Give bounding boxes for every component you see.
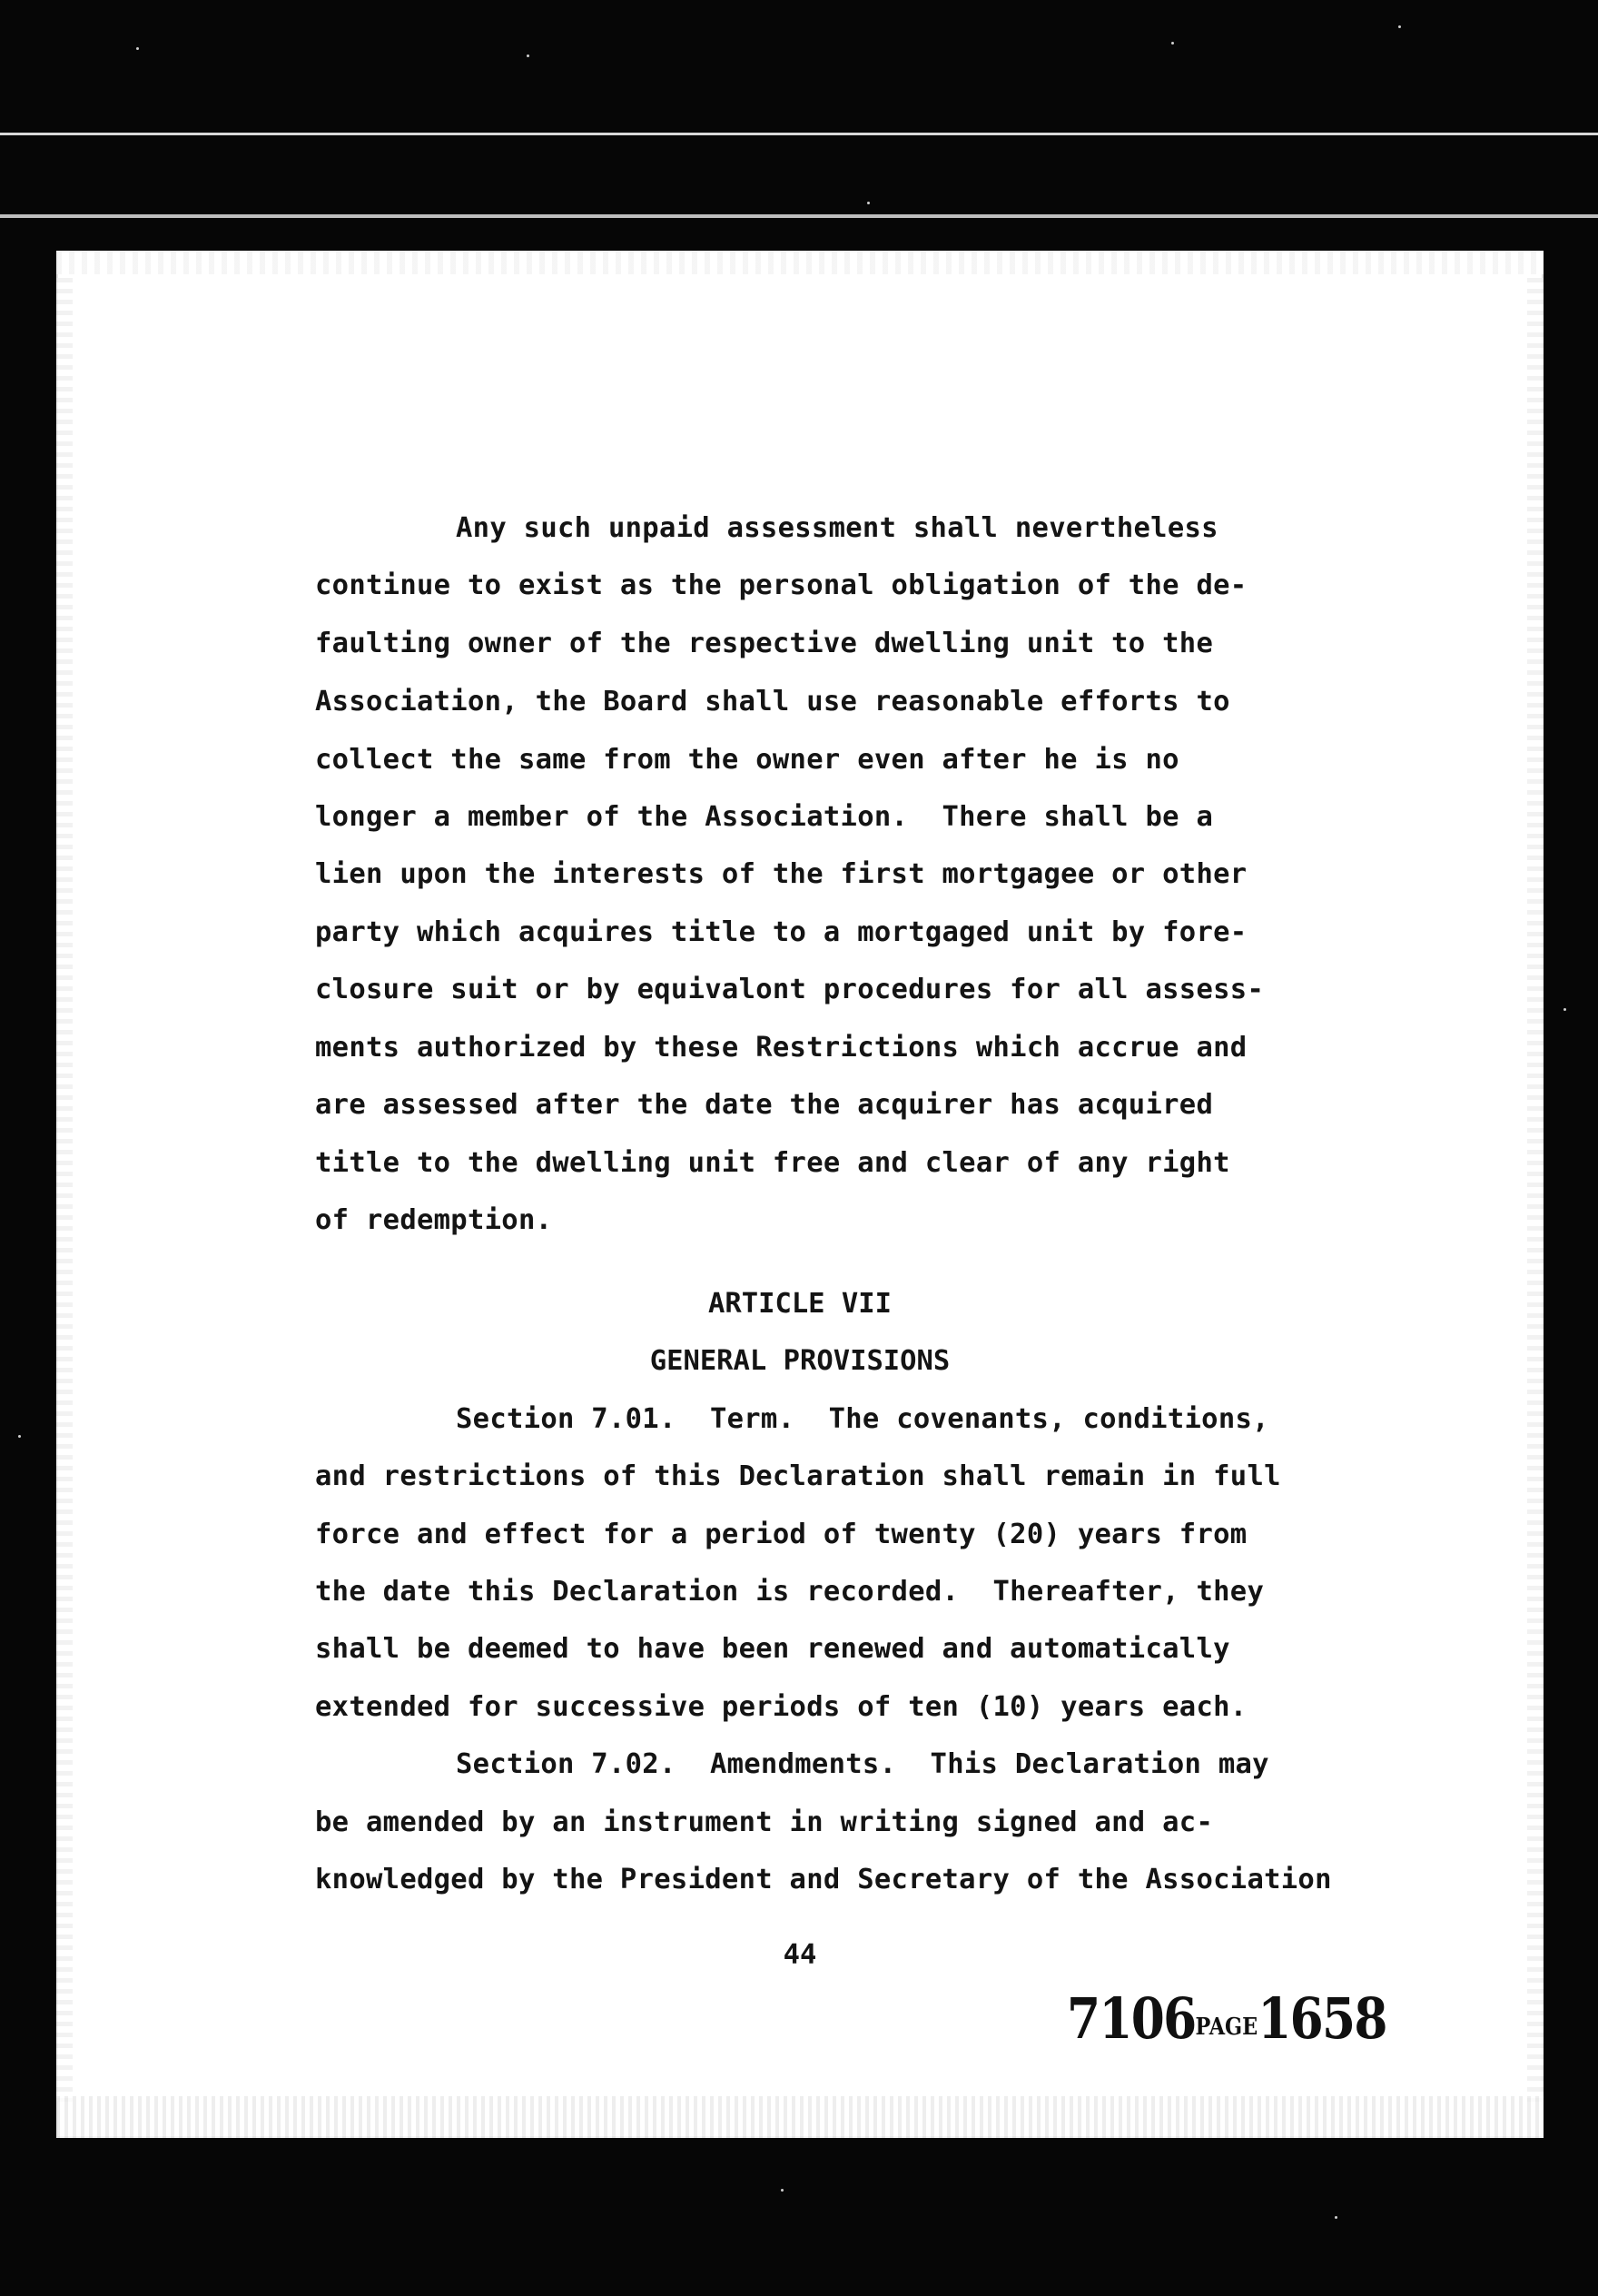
recording-stamp (1067, 1985, 1386, 2052)
section-7-01-line: the date this Declaration is recorded. Thereafter, they (315, 1576, 1265, 1608)
scan-speck (1335, 2216, 1337, 2219)
scan-speck (867, 202, 870, 204)
paragraph-1-line: lien upon the interests of the first mortgagee or other (315, 858, 1248, 890)
scan-noise (56, 251, 1544, 274)
paragraph-1-line: Association, the Board shall use reasonable efforts to (315, 686, 1230, 718)
paragraph-1-line: Any such unpaid assessment shall nevertheless (456, 512, 1218, 544)
page-number: 44 (783, 1939, 817, 1971)
section-7-01-line: force and effect for a period of twenty (20) years from (315, 1519, 1248, 1550)
paragraph-1-line: party which acquires title to a mortgaged unit by fore- (315, 916, 1248, 948)
scan-speck (1398, 25, 1401, 28)
section-7-01-line: extended for successive periods of ten (10) years each. (315, 1691, 1248, 1723)
scan-speck (1563, 1008, 1566, 1011)
scan-border-line-lower (0, 214, 1598, 218)
section-7-02-line: knowledged by the President and Secretary of the Association (315, 1864, 1332, 1895)
article-heading: ARTICLE VII (708, 1288, 892, 1320)
paragraph-1-line: continue to exist as the personal obligation of the de- (315, 569, 1248, 601)
scan-speck (1171, 42, 1174, 45)
paragraph-1-line: faulting owner of the respective dwelling unit to the (315, 628, 1214, 659)
section-7-02-line: Section 7.02. Amendments. This Declaration may (456, 1748, 1269, 1780)
scan-noise (56, 278, 73, 2102)
article-subheading: GENERAL PROVISIONS (649, 1345, 951, 1377)
scan-speck (18, 1435, 21, 1438)
section-7-01-line: and restrictions of this Declaration shall remain in full (315, 1460, 1281, 1492)
paragraph-1-line: of redemption. (315, 1204, 553, 1236)
scan-speck (781, 2189, 784, 2192)
scan-speck (136, 47, 139, 50)
stamp-page-number: 1658 (1258, 1985, 1386, 2052)
paragraph-1-line: ments authorized by these Restrictions which accrue and (315, 1032, 1248, 1064)
paragraph-1-line: title to the dwelling unit free and clear of any right (315, 1147, 1230, 1179)
paragraph-1-line: collect the same from the owner even after he is no (315, 744, 1179, 776)
paragraph-1-line: closure suit or by equivalont procedures for all assess- (315, 974, 1265, 1005)
section-7-01-line: shall be deemed to have been renewed and automatically (315, 1633, 1230, 1665)
section-7-02-line: be amended by an instrument in writing signed and ac- (315, 1806, 1214, 1838)
scan-border-line-top (0, 133, 1598, 135)
scan-speck (527, 54, 529, 57)
paragraph-1-line: are assessed after the date the acquirer has acquired (315, 1089, 1214, 1121)
section-7-01-line: Section 7.01. Term. The covenants, conditions, (456, 1403, 1269, 1435)
scan-noise (1527, 278, 1544, 2102)
scanned-page (56, 251, 1544, 2138)
stamp-page-label: PAGE (1195, 2014, 1258, 2041)
stamp-book-number: 7106 (1067, 1985, 1196, 2052)
scan-noise (56, 2096, 1544, 2138)
paragraph-1-line: longer a member of the Association. There shall be a (315, 801, 1214, 833)
